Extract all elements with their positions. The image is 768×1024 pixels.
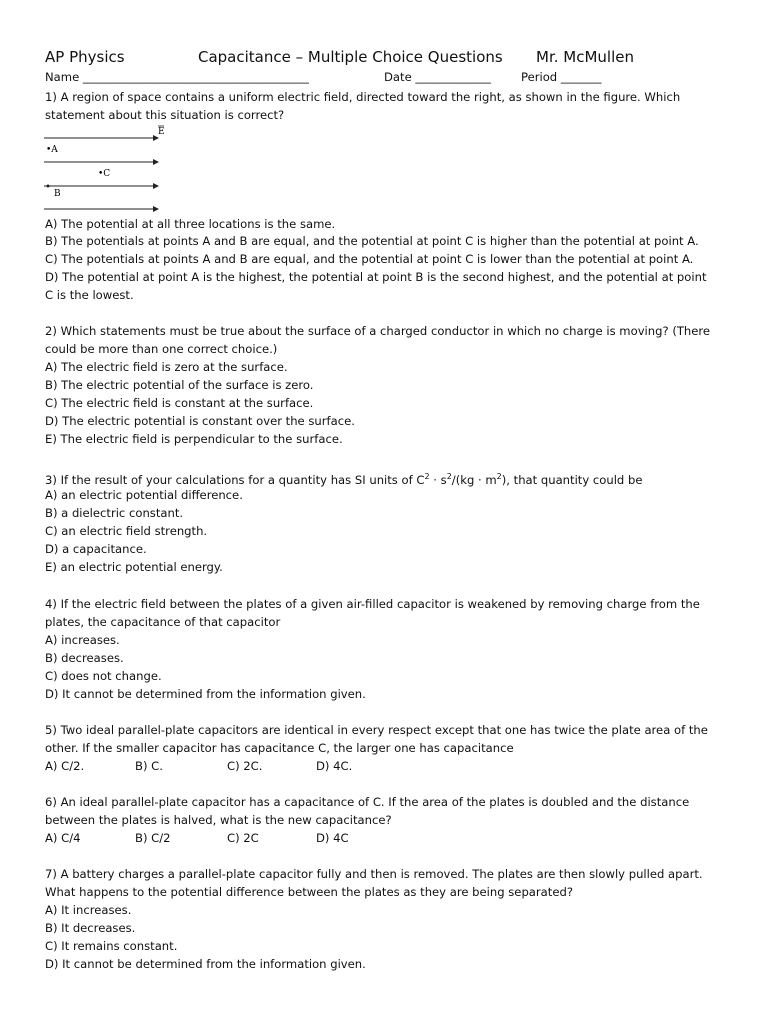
teacher-name: Mr. McMullen (536, 48, 634, 66)
question-2-option-b[interactable]: B) The electric potential of the surface is zero. (45, 378, 314, 392)
units-exponent-1: 2 (424, 472, 430, 481)
point-b-label: B (54, 189, 61, 199)
worksheet-title: Capacitance – Multiple Choice Questions (198, 48, 503, 66)
question-1-option-a[interactable]: A) The potential at all three locations is the same. (45, 217, 336, 231)
question-6-stem-line-2: between the plates is halved, what is the new capacitance? (45, 813, 392, 827)
question-1-option-d-line-1[interactable]: D) The potential at point A is the highest, the potential at point B is the second highest, and the potential at point (45, 270, 707, 284)
question-2-option-a[interactable]: A) The electric field is zero at the surface. (45, 360, 288, 374)
question-5-option-d[interactable]: D) 4C. (316, 759, 353, 773)
question-4-option-c[interactable]: C) does not change. (45, 669, 162, 683)
units-part-3: /(kg · m (451, 472, 497, 487)
course-name: AP Physics (45, 48, 125, 66)
name-field[interactable]: Name _______________________________________ (45, 70, 309, 84)
question-4-stem-line-1: 4) If the electric field between the plates of a given air-filled capacitor is weakened by removing charge from the (45, 597, 700, 611)
question-3-option-c[interactable]: C) an electric field strength. (45, 524, 208, 538)
question-3-option-e[interactable]: E) an electric potential energy. (45, 560, 223, 574)
question-5-options (45, 757, 745, 775)
question-4-option-b[interactable]: B) decreases. (45, 651, 124, 665)
question-5-option-c[interactable]: C) 2C. (227, 759, 263, 773)
question-1-option-b[interactable]: B) The potentials at points A and B are equal, and the potential at point C is higher than the potential at point A. (45, 234, 699, 248)
question-6-option-c[interactable]: C) 2C (227, 831, 259, 845)
question-1-stem-line-1: 1) A region of space contains a uniform electric field, directed toward the right, as shown in the figure. Which (45, 90, 681, 104)
question-1-option-c[interactable]: C) The potentials at points A and B are equal, and the potential at point C is lower than the potential at point A. (45, 252, 694, 266)
question-5-stem-line-2: other. If the smaller capacitor has capacitance C, the larger one has capacitance (45, 741, 514, 755)
question-6-options (45, 829, 745, 847)
question-3-stem-start: 3) If the result of your calculations for a quantity has SI units of C (45, 472, 425, 487)
units-exponent-2: 2 (446, 472, 452, 481)
point-a-label: •A (46, 145, 58, 155)
units-part-2: · s (429, 472, 447, 487)
question-2-stem-line-2: could be more than one correct choice.) (45, 342, 278, 356)
question-4-stem-line-2: plates, the capacitance of that capacitor (45, 615, 281, 629)
question-2-option-d[interactable]: D) The electric potential is constant over the surface. (45, 414, 355, 428)
question-3-stem (45, 468, 745, 486)
question-3-option-b[interactable]: B) a dielectric constant. (45, 506, 184, 520)
question-2-option-e[interactable]: E) The electric field is perpendicular to the surface. (45, 432, 343, 446)
question-6-option-b[interactable]: B) C/2 (135, 831, 171, 845)
question-7-option-d[interactable]: D) It cannot be determined from the information given. (45, 957, 366, 971)
field-lines-diagram (42, 122, 172, 214)
question-6-option-a[interactable]: A) C/4 (45, 831, 81, 845)
point-b-dot (47, 185, 50, 188)
question-7-option-a[interactable]: A) It increases. (45, 903, 132, 917)
question-3-stem-end: ), that quantity could be (501, 472, 643, 487)
question-7-option-c[interactable]: C) It remains constant. (45, 939, 178, 953)
question-5-option-b[interactable]: B) C. (135, 759, 163, 773)
worksheet-header (45, 48, 745, 70)
date-field[interactable]: Date _____________ (384, 70, 491, 84)
question-6-stem-line-1: 6) An ideal parallel-plate capacitor has a capacitance of C. If the area of the plates is doubled and the distance (45, 795, 690, 809)
question-5-stem-line-1: 5) Two ideal parallel-plate capacitors are identical in every respect except that one has twice the plate area of the (45, 723, 708, 737)
question-7-option-b[interactable]: B) It decreases. (45, 921, 136, 935)
question-4-option-a[interactable]: A) increases. (45, 633, 120, 647)
question-1-stem-line-2: statement about this situation is correct? (45, 108, 285, 122)
electric-field-figure (42, 122, 172, 214)
question-3-option-a[interactable]: A) an electric potential difference. (45, 488, 243, 502)
question-6-option-d[interactable]: D) 4C (316, 831, 349, 845)
question-2-option-c[interactable]: C) The electric field is constant at the surface. (45, 396, 314, 410)
question-7-stem-line-1: 7) A battery charges a parallel-plate capacitor fully and then is removed. The plates are then slowly pulled apart. (45, 867, 703, 881)
student-info-fields (45, 70, 745, 86)
question-4-option-d[interactable]: D) It cannot be determined from the information given. (45, 687, 366, 701)
question-7-stem-line-2: What happens to the potential difference between the plates as they are being separated? (45, 885, 573, 899)
question-1-option-d-line-2[interactable]: C is the lowest. (45, 288, 134, 302)
point-c-label: •C (98, 169, 111, 179)
units-exponent-3: 2 (496, 472, 502, 481)
question-3-option-d[interactable]: D) a capacitance. (45, 542, 147, 556)
question-2-stem-line-1: 2) Which statements must be true about the surface of a charged conductor in which no charge is moving? (There (45, 324, 711, 338)
field-label-e: E (158, 127, 165, 137)
question-5-option-a[interactable]: A) C/2. (45, 759, 85, 773)
period-field[interactable]: Period _______ (521, 70, 602, 84)
